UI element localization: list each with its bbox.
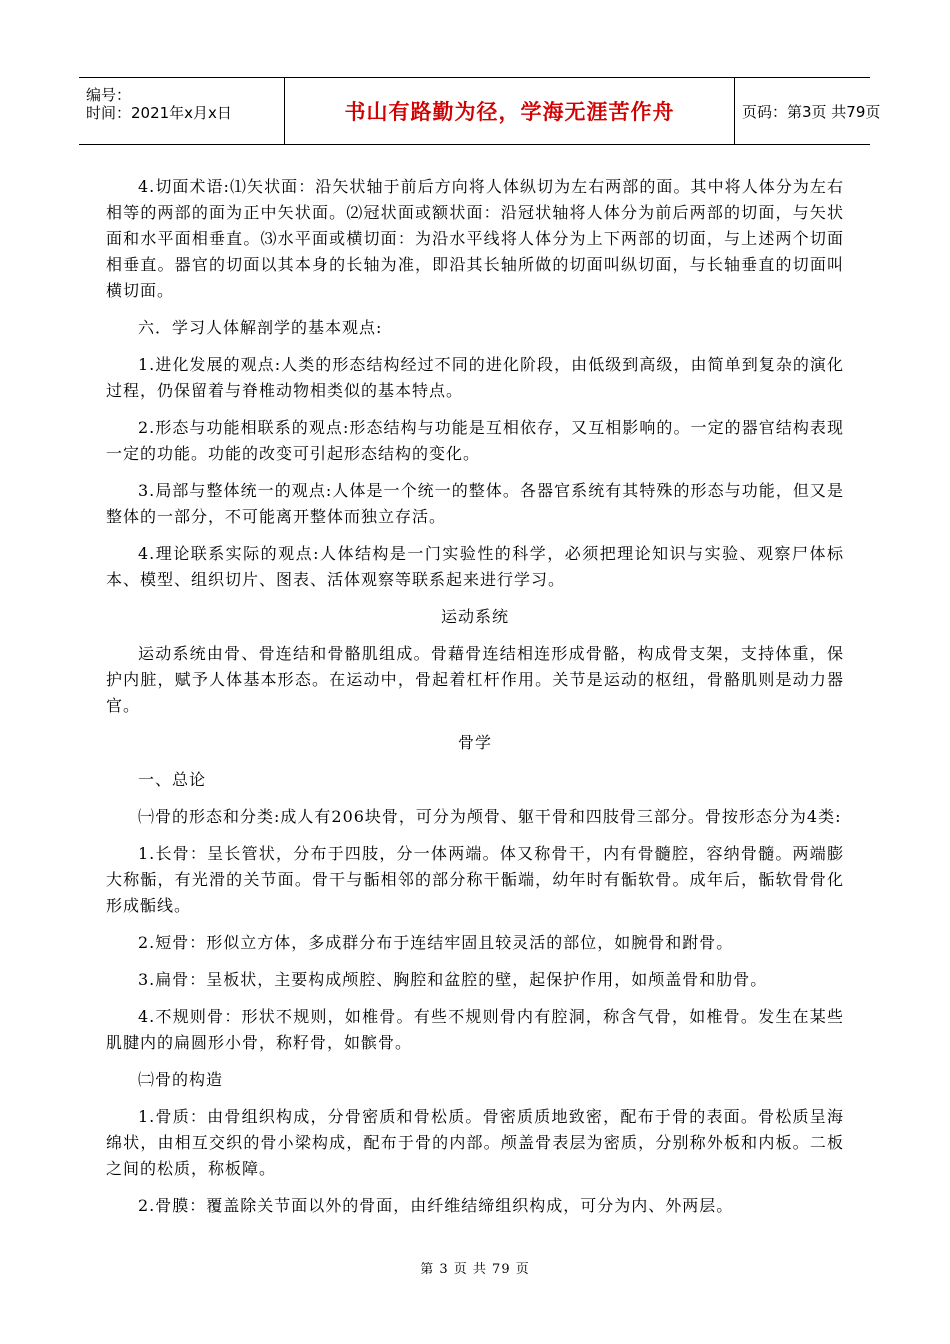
paragraph-irregular-bone: 4.不规则骨：形状不规则，如椎骨。有些不规则骨内有腔洞，称含气骨，如椎骨。发生在某些肌腱内的扁圆形小骨，称籽骨，如髌骨。 [106, 1007, 844, 1052]
header-page-info: 页码：第3页 共79页 [742, 102, 881, 121]
header-motto: 书山有路勤为径，学海无涯苦作舟 [344, 100, 675, 124]
paragraph-form-function: 2.形态与功能相联系的观点:形态结构与功能是互相依存，又互相影响的。一定的器官结构表现一定的功能。功能的改变可引起形态结构的变化。 [106, 418, 844, 463]
heading-bone-structure: ㈡骨的构造 [138, 1070, 224, 1089]
paragraph-short-bone: 2.短骨：形似立方体，多成群分布于连结牢固且较灵活的部位，如腕骨和跗骨。 [138, 933, 734, 952]
header-page-cell [734, 78, 881, 144]
paragraph-motor-system: 运动系统由骨、骨连结和骨骼肌组成。骨藉骨连结相连形成骨骼，构成骨支架，支持体重，保护内脏，赋予人体基本形态。在运动中，骨起着杠杆作用。关节是运动的枢纽，骨骼肌则是动力器官。 [106, 644, 844, 715]
paragraph-periosteum: 2.骨膜：覆盖除关节面以外的骨面，由纤维结缔组织构成，可分为内、外两层。 [138, 1196, 734, 1215]
paragraph-flat-bone: 3.扁骨：呈板状，主要构成颅腔、胸腔和盆腔的壁，起保护作用，如颅盖骨和肋骨。 [138, 970, 768, 989]
document-number-label: 编号： [86, 86, 132, 104]
paragraph-theory-practice: 4.理论联系实际的观点:人体结构是一门实验性的科学，必须把理论知识与实验、观察尸体标本、模型、组织切片、图表、活体观察等联系起来进行学习。 [106, 544, 844, 589]
page-header [79, 77, 881, 145]
document-time-label: 时间：2021年x月x日 [86, 104, 232, 122]
header-meta [79, 78, 284, 144]
paragraph-long-bone: 1.长骨：呈长管状，分布于四肢，分一体两端。体又称骨干，内有骨髓腔，容纳骨髓。两端膨大称骺，有光滑的关节面。骨干与骺相邻的部分称干骺端，幼年时有骺软骨。成年后，骺软骨骨化形成骺线。 [106, 844, 844, 915]
paragraph-evolution: 1.进化发展的观点:人类的形态结构经过不同的进化阶段，由低级到高级，由简单到复杂的演化过程，仍保留着与脊椎动物相类似的基本特点。 [106, 355, 844, 400]
header-motto-cell [284, 78, 735, 144]
document-body [106, 174, 844, 1230]
heading-motor-system: 运动系统 [440, 607, 509, 626]
paragraph-bone-classification: ㈠骨的形态和分类:成人有206块骨，可分为颅骨、躯干骨和四肢骨三部分。骨按形态分为4类: [138, 807, 842, 826]
paragraph-section-terms: 4.切面术语:⑴矢状面：沿矢状轴于前后方向将人体纵切为左右两部的面。其中将人体分为左右相等的两部的面为正中矢状面。⑵冠状面或额状面：沿冠状轴将人体分为前后两部的切面，与矢状面和水平面相垂直。⑶水平面或横切面：为沿水平线将人体分为上下两部的切面，与上述两个切面相垂直。器官的切面以其本身的长轴为准，即沿其长轴所做的切面叫纵切面，与长轴垂直的切面叫横切面。 [106, 177, 844, 300]
heading-osteology: 骨学 [457, 733, 492, 752]
heading-basic-viewpoints: 六．学习人体解剖学的基本观点: [138, 318, 383, 337]
paragraph-part-whole: 3.局部与整体统一的观点:人体是一个统一的整体。各器官系统有其特殊的形态与功能，但又是整体的一部分，不可能离开整体而独立存活。 [106, 481, 844, 526]
paragraph-bone-substance: 1.骨质：由骨组织构成，分骨密质和骨松质。骨密质质地致密，配布于骨的表面。骨松质呈海绵状，由相互交织的骨小梁构成，配布于骨的内部。颅盖骨表层为密质，分别称外板和内板。二板之间的松质，称板障。 [106, 1107, 844, 1178]
page-footer: 第 3 页 共 79 页 [420, 1262, 530, 1277]
heading-general: 一、总论 [138, 770, 207, 789]
